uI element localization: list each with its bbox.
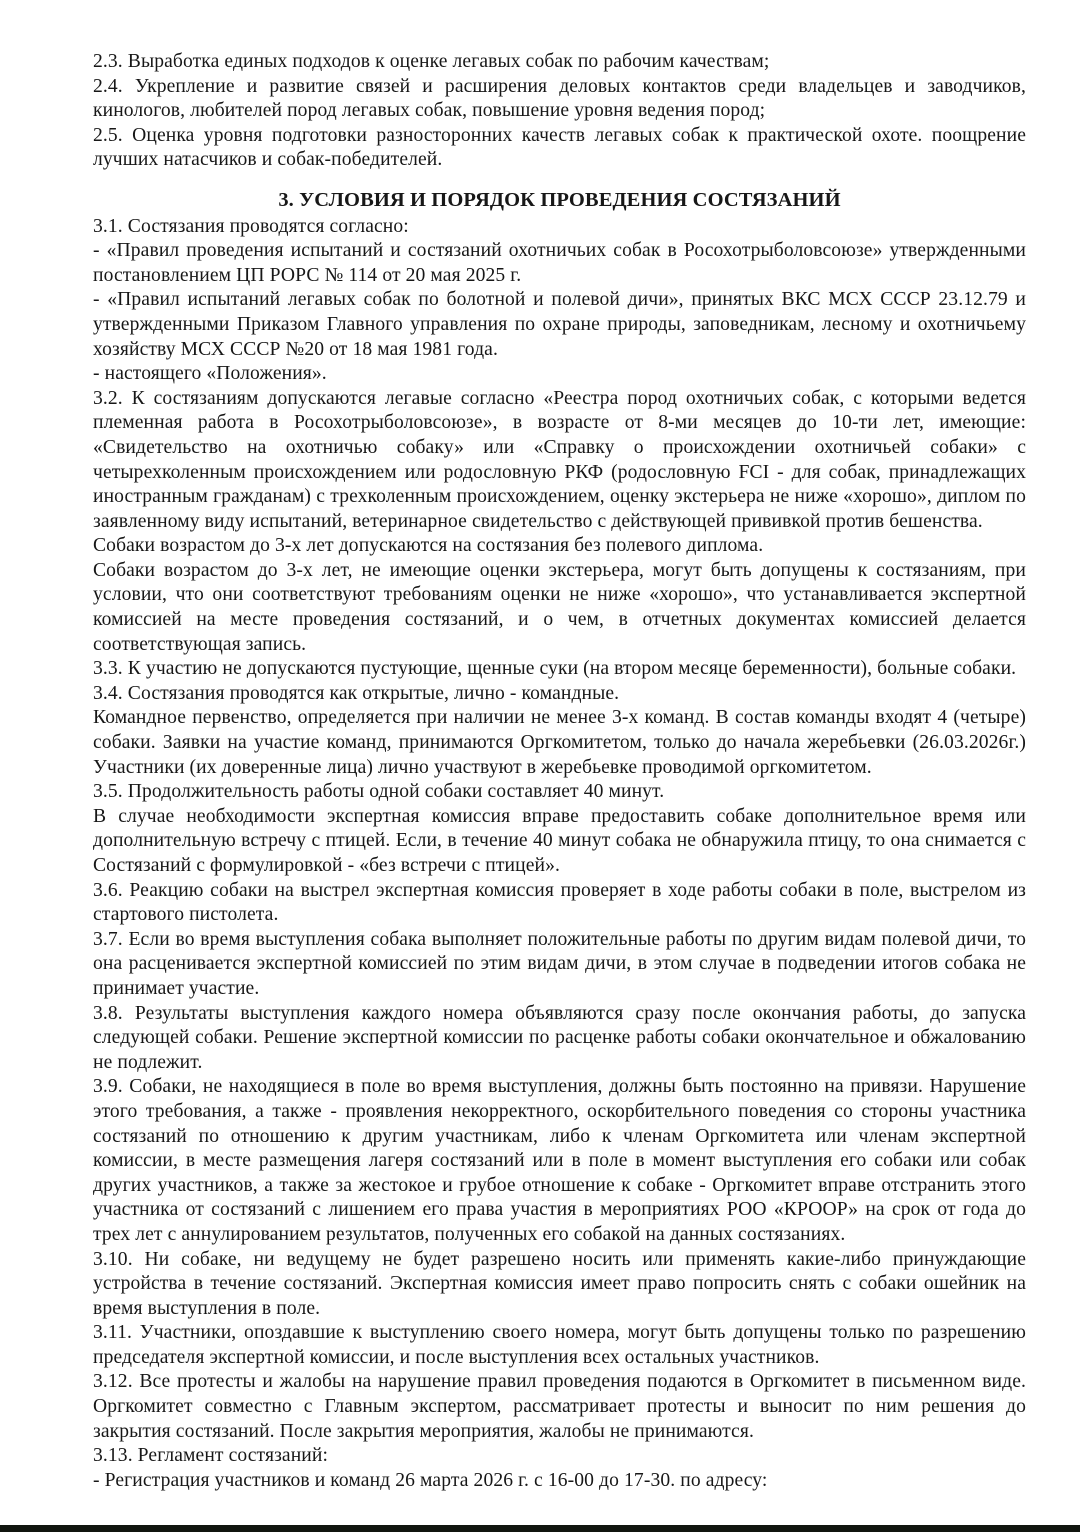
paragraph: 3.2. К состязаниям допускаются легавые согласно «Реестра пород охотничьих собак, с которыми ведется племенная работа в Росохотрыболовсоюзе», в возрасте от 8-ми месяцев до 10-ти лет, имеющие: «Свидетельство на охотничью собаку» или «Справку о происхождении охотничьей собаки» с четырехколенным происхождением или родословную РКФ (родословную FCI - для собак, принадлежащих иностранным гражданам) с трехколенным происхождением, оценку экстерьера не ниже «хорошо», диплом по заявленному виду испытаний, ветеринарное свидетельство с действующей прививкой против бешенства. <box>93 387 1026 532</box>
paragraph: 3.6. Реакцию собаки на выстрел экспертная комиссия проверяет в ходе работы собаки в поле, выстрелом из стартового пистолета. <box>93 879 1026 926</box>
section-heading: 3. УСЛОВИЯ И ПОРЯДОК ПРОВЕДЕНИЯ СОСТЯЗАНИЙ <box>278 188 841 211</box>
paragraph: В случае необходимости экспертная комиссия вправе предоставить собаке дополнительное время или дополнительную встречу с птицей. Если, в течение 40 минут собака не обнаружила птицу, то она снимается с Состязаний с формулировкой - «без встречи с птицей». <box>93 805 1026 876</box>
paragraph: - настоящего «Положения». <box>93 363 327 385</box>
paragraph: 3.12. Все протесты и жалобы на нарушение правил проведения подаются в Оргкомитет в письменном виде. Оргкомитет совместно с Главным экспертом, рассматривает протесты и выносит по ним решения до закрытия состязаний. После закрытия мероприятия, жалобы не принимаются. <box>93 1371 1026 1442</box>
document-content <box>93 50 1026 1493</box>
paragraph: - Регистрация участников и команд 26 марта 2026 г. с 16-00 до 17-30. по адресу: <box>93 1469 768 1491</box>
paragraph: 3.8. Результаты выступления каждого номера объявляются сразу после окончания работы, до запуска следующей собаки. Решение экспертной комиссии по расценке работы собаки окончательное и обжалованию не подлежит. <box>93 1002 1026 1073</box>
paragraph: 3.7. Если во время выступления собака выполняет положительные работы по другим видам полевой дичи, то она расценивается экспертной комиссией по этим видам дичи, в этом случае в подведении итогов собака не принимает участие. <box>93 928 1026 999</box>
paragraph: Собаки возрастом до 3-х лет, не имеющие оценки экстерьера, могут быть допущены к состязаниям, при условии, что они соответствуют требованиям оценки не ниже «хорошо», что устанавливается экспертной комиссией на месте проведения состязаний, и о чем, в отчетных документах комиссией делается соответствующая запись. <box>93 559 1026 655</box>
paragraph: 3.4. Состязания проводятся как открытые, лично - командные. <box>93 682 620 704</box>
paragraph: 3.11. Участники, опоздавшие к выступлению своего номера, могут быть допущены только по разрешению председателя экспертной комиссии, и после выступления всех остальных участников. <box>93 1322 1026 1368</box>
paragraph: - «Правил проведения испытаний и состязаний охотничьих собак в Росохотрыболовсоюзе» утвержденными постановлением ЦП РОРС № 114 от 20 мая 2025 г. <box>93 240 1026 286</box>
paragraph: 3.5. Продолжительность работы одной собаки составляет 40 минут. <box>93 781 665 803</box>
paragraph: 2.4. Укрепление и развитие связей и расширения деловых контактов среди владельцев и заводчиков, кинологов, любителей пород легавых собак, повышение уровня ведения пород; <box>93 75 1026 122</box>
paragraph: 3.9. Собаки, не находящиеся в поле во время выступления, должны быть постоянно на привязи. Нарушение этого требования, а также - проявления некорректного, оскорбительного поведения со стороны участника состязаний по отношению к другим участникам, либо к членам Оргкомитета или членам экспертной комиссии, в месте размещения лагеря состязаний или в поле в момент выступления его собаки или собак других участников, а также за жестокое и грубое отношение к собаке - Оргкомитет вправе отстранить этого участника от состязаний с лишением его права участия в мероприятиях РОО «КРООР» на срок от года до трех лет с аннулированием результатов, полученных его собакой на данных состязаниях. <box>93 1076 1026 1245</box>
paragraph: 2.3. Выработка единых подходов к оценке легавых собак по рабочим качествам; <box>93 51 770 72</box>
paragraph: Собаки возрастом до 3-х лет допускаются на состязания без полевого диплома. <box>93 535 764 557</box>
paragraph: 3.10. Ни собаке, ни ведущему не будет разрешено носить или применять какие-либо принуждающие устройства в течение состязаний. Экспертная комиссия имеет право попросить снять с собаки ошейник на время выступления в поле. <box>93 1248 1026 1319</box>
paragraph: 3.1. Состязания проводятся согласно: <box>93 215 409 237</box>
paragraph: Командное первенство, определяется при наличии не менее 3-х команд. В состав команды входят 4 (четыре) собаки. Заявки на участие команд, принимаются Оргкомитетом, только до начала жеребьевки (26.03.2026г.) Участники (их доверенные лица) лично участвуют в жеребьевке проводимой оргкомитетом. <box>93 707 1026 778</box>
paragraph: 2.5. Оценка уровня подготовки разносторонних качеств легавых собак к практической охоте. поощрение лучших натасчиков и собак-победителей. <box>93 124 1026 171</box>
paragraph: 3.13. Регламент состязаний: <box>93 1445 329 1467</box>
paragraph: 3.3. К участию не допускаются пустующие, щенные суки (на втором месяце беременности), больные собаки. <box>93 658 1017 680</box>
page-bottom-edge <box>0 1525 1080 1532</box>
paragraph: - «Правил испытаний легавых собак по болотной и полевой дичи», принятых ВКС МСХ СССР 23.12.79 и утвержденными Приказом Главного управления по охране природы, заповедникам, лесному и охотничьему хозяйству МСХ СССР №20 от 18 мая 1981 года. <box>93 289 1026 360</box>
